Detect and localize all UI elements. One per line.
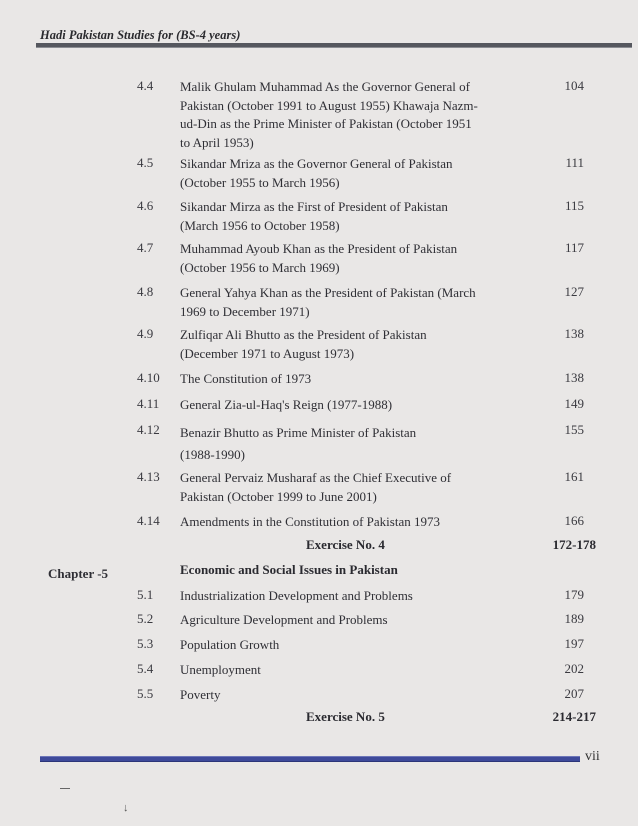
entry-number: 4.4 [137,78,154,93]
entry-title: General Zia-ul-Haq's Reign (1977-1988) [180,397,393,412]
entry-number: 5.3 [137,636,154,651]
entry-number: 4.8 [137,284,154,299]
entry-number: 4.6 [137,198,154,213]
entry-title: The Constitution of 1973 [180,371,312,386]
entry-title: Unemployment [180,662,261,677]
entry-page: 161 [564,469,584,484]
entry-page: 115 [564,198,584,213]
entry-title: Amendments in the Constitution of Pakistan 1973 [180,514,440,529]
entry-page: 149 [564,396,584,411]
entry-number: 4.5 [137,155,154,170]
entry-number: 4.7 [137,240,154,255]
exercise-4-label: Exercise No. 4 [306,537,385,552]
pen-mark: ↓ [123,802,129,814]
entry-title: Agriculture Development and Problems [180,612,388,627]
footer-rule [40,756,580,762]
entry-number: 4.9 [137,326,154,341]
entry-page: 189 [564,611,584,626]
entry-page: 127 [564,284,584,299]
entry-number: 4.10 [137,370,160,385]
chapter-5-title: Economic and Social Issues in Pakistan [180,562,398,577]
entry-page: 202 [564,661,584,676]
entry-title: General Pervaiz Musharaf as the Chief Executive of Pakistan (October 1999 to June 2001) [180,470,452,504]
entry-number: 4.12 [137,422,160,437]
page-number: vii [585,749,600,764]
entry-page: 138 [564,326,584,341]
entry-title: Malik Ghulam Muhammad As the Governor General of Pakistan (October 1991 to August 1955) Khawaja Nazm- ud-Din as the Prime Minister of Pakistan (October 1951 to April 1953) [180,79,478,150]
entry-number: 4.13 [137,469,160,484]
entry-page: 117 [564,240,584,255]
entry-page: 197 [564,636,584,651]
stray-mark [60,788,70,789]
entry-title: Zulfiqar Ali Bhutto as the President of Pakistan (December 1971 to August 1973) [180,327,427,361]
entry-title: Sikandar Mriza as the Governor General of Pakistan (October 1955 to March 1956) [180,156,453,190]
entry-title: Industrialization Development and Problems [180,588,413,603]
entry-title: Muhammad Ayoub Khan as the President of Pakistan (October 1956 to March 1969) [180,241,458,275]
entry-page: 207 [564,686,584,701]
entry-title: Benazir Bhutto as Prime Minister of Pakistan (1988-1990) [180,425,417,462]
running-header: Hadi Pakistan Studies for (BS-4 years) [40,28,241,42]
entry-title: Population Growth [180,637,280,652]
entry-page: 179 [564,587,584,602]
exercise-4-pages: 172-178 [552,537,596,552]
entry-number: 5.2 [137,611,154,626]
entry-title: Sikandar Mirza as the First of President of Pakistan (March 1956 to October 1958) [180,199,448,233]
entry-number: 5.5 [137,686,154,701]
entry-number: 5.4 [137,661,154,676]
exercise-5-pages: 214-217 [552,709,596,724]
entry-page: 166 [564,513,584,528]
entry-page: 104 [564,78,584,93]
entry-number: 4.11 [137,396,160,411]
chapter-5-label: Chapter -5 [48,566,109,581]
entry-page: 138 [564,370,584,385]
entry-page: 111 [565,155,584,170]
entry-page: 155 [564,422,584,437]
entry-number: 4.14 [137,513,160,528]
entry-number: 5.1 [137,587,154,602]
exercise-5-label: Exercise No. 5 [306,709,385,724]
entry-title: General Yahya Khan as the President of Pakistan (March 1969 to December 1971) [180,285,476,319]
entry-title: Poverty [180,687,221,702]
